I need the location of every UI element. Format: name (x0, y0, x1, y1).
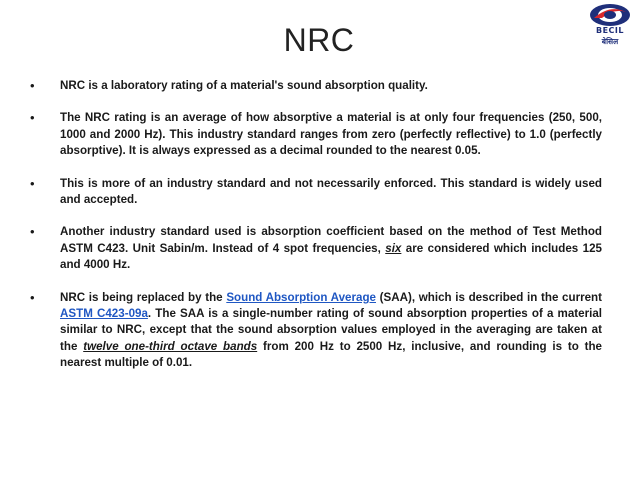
bullet-text-part: NRC is being replaced by the (60, 290, 227, 304)
emphasis-text: twelve one-third octave bands (83, 339, 258, 353)
bullet-text: The NRC rating is an average of how absorptive a material is at only four frequencies (250, 500, 1000 and 2000 Hz). This industry standard ranges from zero (perfectly reflective) to 1.0 (perfectly absorptive). It is always expressed as a decimal rounded to the nearest 0.05. (60, 111, 602, 158)
bullet-dot: • (30, 289, 35, 305)
bullet-text-part: are considered which includes 125 and 4000 Hz. (60, 241, 602, 272)
bullet-text-part: (SAA), which is described in the current (376, 290, 603, 304)
slide-title: NRC (283, 22, 355, 58)
bullet-item (30, 290, 602, 372)
sound-absorption-average-link[interactable]: Sound Absorption Average (226, 290, 376, 304)
bullet-item (30, 110, 602, 159)
bullet-item (30, 224, 602, 273)
bullet-text-part: from 200 Hz to 2500 Hz, inclusive, and rounding is to the nearest multiple of 0.01. (60, 339, 602, 370)
bullet-dot: • (30, 175, 35, 191)
emphasis-text: six (385, 241, 402, 255)
bullet-text: NRC is a laboratory rating of a material's sound absorption quality. (60, 79, 428, 92)
bullet-text-part: . The SAA is a single-number rating of sound absorption properties of a material similar to NRC, except that the sound absorption values employed in the averaging are taken at the (60, 307, 603, 353)
bullet-item (30, 176, 602, 209)
bullet-text: This is more of an industry standard and not necessarily enforced. This standard is widely used and accepted. (60, 176, 602, 207)
logo-brand-text: BECIL (595, 26, 624, 35)
bullet-text-part: Another industry standard used is absorption coefficient based on the method of Test Method ASTM C423. Unit Sabin/m. Instead of 4 spot frequencies, (60, 225, 602, 255)
bullet-item (30, 78, 602, 94)
bullet-dot: • (30, 110, 35, 126)
bullet-dot: • (30, 78, 35, 93)
bullet-dot: • (30, 224, 35, 240)
bullet-list (30, 78, 602, 388)
logo-brand-hindi-text: बेसिल (601, 37, 619, 46)
astm-c423-09a-link[interactable]: ASTM C423-09a (60, 307, 148, 321)
